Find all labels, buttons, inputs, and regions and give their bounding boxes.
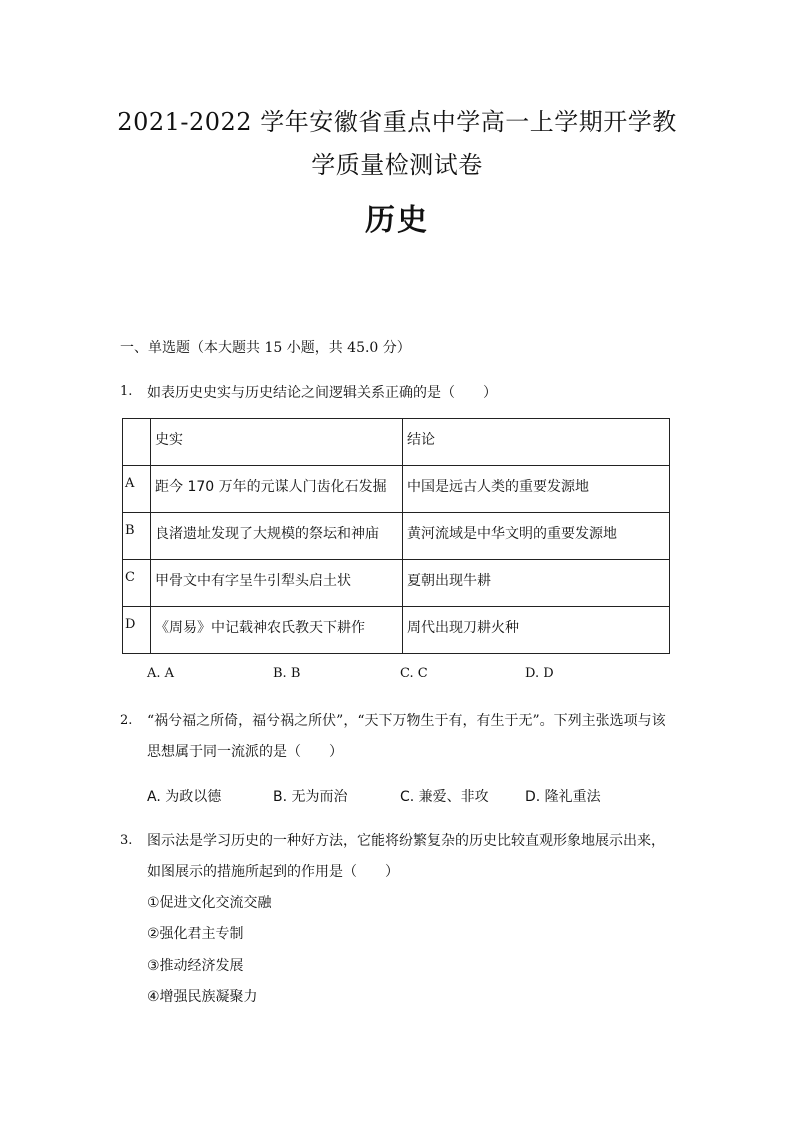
table-cell [123, 419, 151, 466]
question-2-option-a[interactable]: A. 为政以德 [147, 789, 222, 805]
table-cell-conclusion: 周代出现刀耕火种 [403, 607, 670, 654]
exam-title-line2: 学质量检测试卷 [311, 151, 483, 179]
table-cell-label: D [123, 607, 151, 654]
exam-title-line1: 2021-2022 学年安徽省重点中学高一上学期开学教 [117, 108, 677, 136]
question-1-table [122, 418, 670, 654]
table-header-fact: 史实 [151, 419, 403, 466]
question-2-option-d[interactable]: D. 隆礼重法 [525, 789, 601, 805]
question-2-option-c[interactable]: C. 兼爱、非攻 [400, 789, 489, 805]
question-3-item-1: ①促进文化交流交融 [147, 895, 272, 911]
table-cell-fact: 甲骨文中有字呈牛引犁头启土状 [151, 560, 403, 607]
question-1-option-c[interactable]: C. C [400, 666, 428, 681]
question-1-number: 1. [120, 384, 133, 399]
question-2-option-b[interactable]: B. 无为而治 [273, 789, 348, 805]
question-1-option-a[interactable]: A. A [147, 666, 175, 681]
question-1-option-b[interactable]: B. B [273, 666, 301, 681]
table-row [123, 560, 670, 607]
question-3-item-4: ④增强民族凝聚力 [147, 989, 258, 1005]
question-2-text-line2: 思想属于同一流派的是（ ） [147, 744, 343, 760]
table-header-row [123, 419, 670, 466]
table-header-conclusion: 结论 [403, 419, 670, 466]
table-cell-fact: 《周易》中记载神农氏教天下耕作 [151, 607, 403, 654]
table-row [123, 513, 670, 560]
table-cell-label: B [123, 513, 151, 560]
table-cell-conclusion: 中国是远古人类的重要发源地 [403, 466, 670, 513]
table-cell-label: C [123, 560, 151, 607]
question-3-item-2: ②强化君主专制 [147, 926, 244, 942]
question-3-item-3: ③推动经济发展 [147, 958, 244, 974]
table-cell-label: A [123, 466, 151, 513]
question-3-text-line1: 图示法是学习历史的一种好方法，它能将纷繁复杂的历史比较直观形象地展示出来， [147, 833, 665, 849]
table-row [123, 607, 670, 654]
section-heading: 一、单选题（本大题共 15 小题，共 45.0 分） [120, 340, 411, 356]
question-2-text-line1: “祸兮福之所倚，福兮祸之所伏”，“天下万物生于有，有生于无”。下列主张选项与该 [147, 713, 666, 729]
question-3-text-line2: 如图展示的措施所起到的作用是（ ） [147, 864, 399, 880]
table-cell-conclusion: 夏朝出现牛耕 [403, 560, 670, 607]
table-cell-conclusion: 黄河流域是中华文明的重要发源地 [403, 513, 670, 560]
table-cell-fact: 良渚遗址发现了大规模的祭坛和神庙 [151, 513, 403, 560]
question-3-number: 3. [120, 833, 133, 848]
table-cell-fact: 距今 170 万年的元谋人门齿化石发掘 [151, 466, 403, 513]
subject-heading: 历史 [365, 203, 429, 238]
question-1-text: 如表历史史实与历史结论之间逻辑关系正确的是（ ） [147, 385, 497, 401]
table-row [123, 466, 670, 513]
question-1-option-d[interactable]: D. D [525, 666, 554, 681]
question-2-number: 2. [120, 713, 133, 728]
